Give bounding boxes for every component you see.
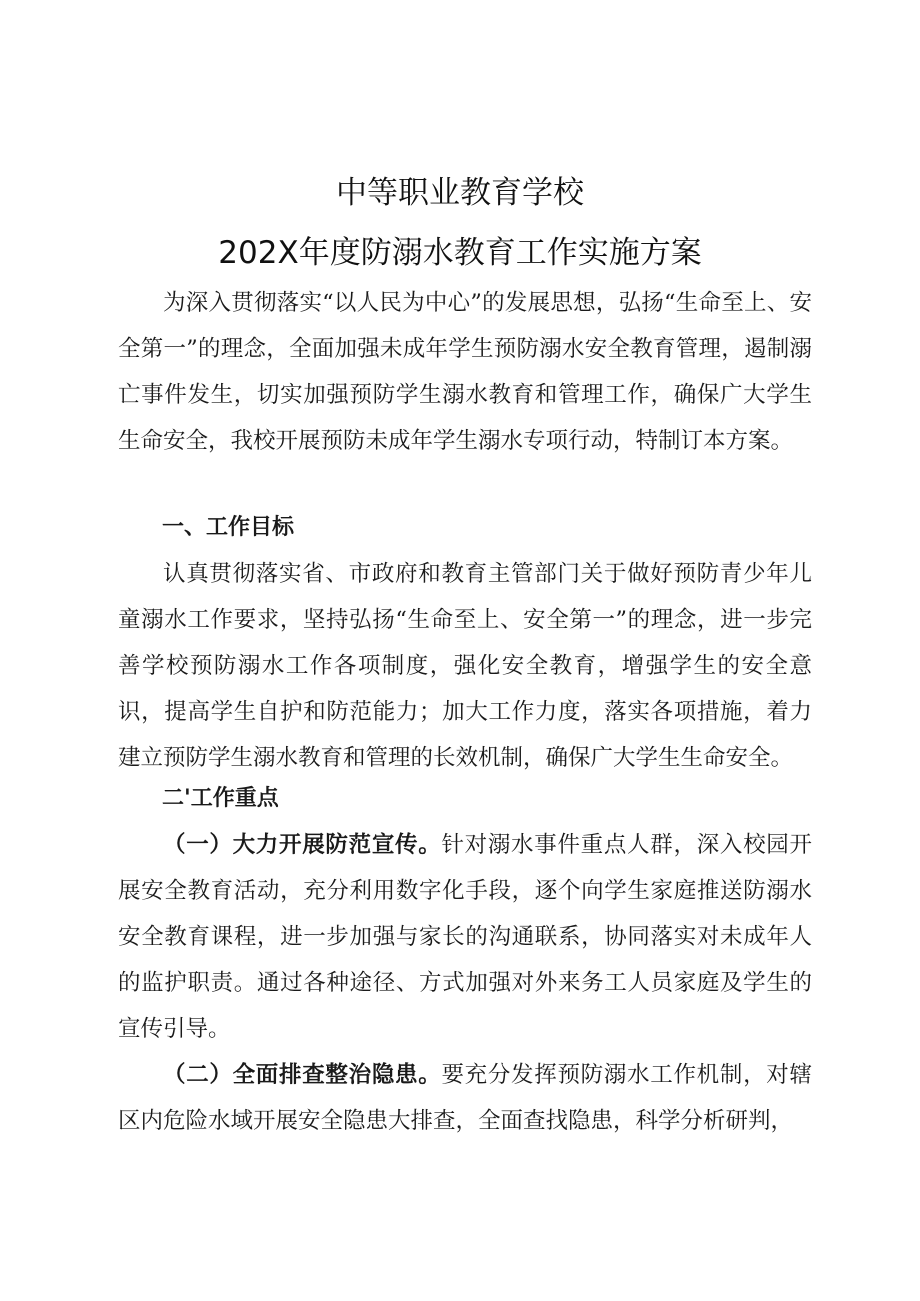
document-title-line2: 202X年度防溺水教育工作实施方案 (218, 235, 702, 271)
section-heading-focus: 二'工作重点 (162, 786, 279, 811)
focus-item-1-paragraph (118, 822, 812, 1052)
document-title-line1: 中等职业教育学校 (336, 175, 584, 211)
goals-paragraph: 认真贯彻落实省、市政府和教育主管部门关于做好预防青少年儿童溺水工作要求，坚持弘扬“生命至上、安全第一”的理念，进一步完善学校预防溺水工作各项制度，强化安全教育，增强学生的安全意识，提高学生自护和防范能力；加大工作力度，落实各项措施，着力建立预防学生溺水教育和管理的长效机制，确保广大学生生命安全。 (118, 561, 812, 771)
intro-paragraph: 为深入贯彻落实“以人民为中心”的发展思想，弘扬“生命至上、安全第一”的理念，全面加强未成年学生预防溺水安全教育管理，遏制溺亡事件发生，切实加强预防学生溺水教育和管理工作，确保广大学生生命安全，我校开展预防未成年学生溺水专项行动，特制订本方案。 (118, 290, 812, 454)
focus-item-1-lead: （一）大力开展防范宣传。 (163, 832, 442, 858)
focus-item-2-paragraph (118, 1052, 812, 1144)
focus-item-2-lead: （二）全面排查整治隐患。 (163, 1062, 442, 1088)
focus-item-2-text: 要充分发挥预防溺水工作机制，对辖区内危险水域开展安全隐患大排查，全面查找隐患，科学分析研判， (118, 1062, 812, 1134)
section-heading-goals: 一、工作目标 (162, 515, 295, 540)
focus-item-1-text: 针对溺水事件重点人群，深入校园开展安全教育活动，充分利用数字化手段，逐个向学生家庭推送防溺水安全教育课程，进一步加强与家长的沟通联系，协同落实对未成年人的监护职责。通过各种途径、方式加强对外来务工人员家庭及学生的宣传引导。 (118, 832, 812, 1042)
